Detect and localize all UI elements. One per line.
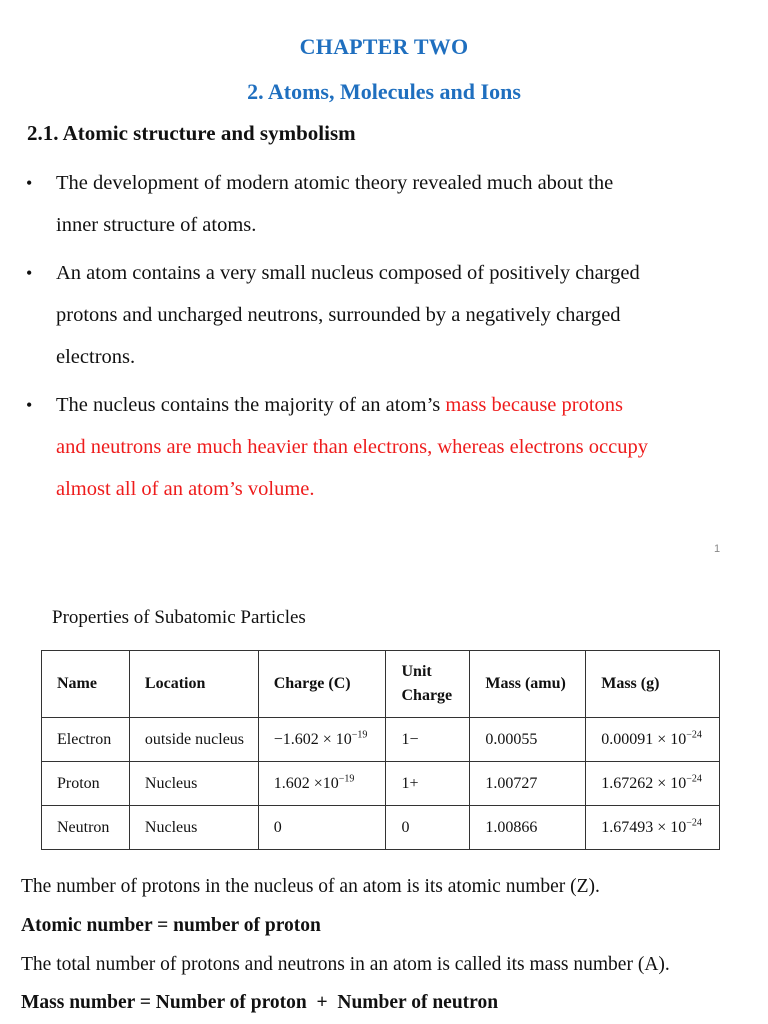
chapter-title: CHAPTER TWO [299, 34, 469, 59]
cell-charge [258, 806, 386, 850]
charge-exponent: −19 [351, 729, 368, 741]
mass-g-base: 1.67262 × 10 [601, 774, 687, 792]
table-row [42, 718, 720, 762]
page-number: 1 [714, 543, 721, 555]
cell-unit-charge: 0 [386, 806, 470, 850]
bullet-emphasis: mass because protons [445, 394, 624, 416]
bullet-item [26, 162, 746, 246]
bullet-item [26, 252, 746, 378]
header-charge: Charge (C) [258, 651, 386, 718]
table-header-row [42, 651, 720, 718]
cell-mass-g [586, 718, 720, 762]
subsection-title: 2.1. Atomic structure and symbolism [27, 121, 356, 145]
cell-charge [258, 718, 386, 762]
mass-g-base: 1.67493 × 10 [601, 818, 687, 836]
bullet-icon: • [26, 395, 33, 415]
bullet-list [26, 162, 746, 516]
cell-unit-charge: 1+ [386, 762, 470, 806]
cell-mass-amu: 0.00055 [470, 718, 586, 762]
header-name: Name [42, 651, 130, 718]
mass-number-formula: Mass number = Number of proton + Number of neutron [21, 992, 499, 1013]
header-unit-charge-line: Unit [401, 663, 432, 680]
table-row [42, 806, 720, 850]
bullet-line: electrons. [56, 346, 136, 368]
cell-unit-charge: 1− [386, 718, 470, 762]
cell-location: Nucleus [129, 762, 258, 806]
mass-g-exponent: −24 [686, 729, 702, 741]
bullet-emphasis: almost all of an atom’s volume. [56, 478, 315, 500]
mass-g-exponent: −24 [686, 773, 702, 785]
table-caption: Properties of Subatomic Particles [52, 607, 306, 628]
bullet-item [26, 384, 746, 510]
header-location: Location [129, 651, 258, 718]
charge-base: 1.602 ×10 [273, 774, 339, 792]
table-row [42, 762, 720, 806]
bullet-line: The development of modern atomic theory revealed much about the [56, 172, 614, 194]
cell-mass-amu: 1.00727 [470, 762, 586, 806]
bullet-line: inner structure of atoms. [56, 214, 257, 236]
charge-exponent: −19 [338, 773, 355, 785]
cell-charge [258, 762, 386, 806]
charge-base: −1.602 × 10 [273, 730, 352, 748]
section-title: 2. Atoms, Molecules and Ions [247, 79, 521, 104]
cell-mass-g [586, 806, 720, 850]
bullet-line: protons and uncharged neutrons, surrounded by a negatively charged [56, 304, 621, 326]
header-unit-charge-line: Charge [401, 687, 453, 704]
atomic-number-formula: Atomic number = number of proton [21, 915, 321, 936]
bullet-line: The nucleus contains the majority of an atom’s [56, 394, 446, 416]
cell-name: Proton [42, 762, 130, 806]
bullet-emphasis: and neutrons are much heavier than electrons, whereas electrons occupy [56, 436, 648, 458]
subatomic-particles-table [41, 650, 720, 850]
cell-name: Neutron [42, 806, 130, 850]
bullet-icon: • [26, 263, 33, 283]
bullet-line: An atom contains a very small nucleus composed of positively charged [56, 262, 640, 284]
atomic-number-definition: The number of protons in the nucleus of an atom is its atomic number (Z). [21, 876, 600, 897]
header-mass-amu: Mass (amu) [470, 651, 586, 718]
bullet-icon: • [26, 173, 33, 193]
cell-mass-g [586, 762, 720, 806]
header-mass-g: Mass (g) [586, 651, 720, 718]
cell-location: outside nucleus [129, 718, 258, 762]
cell-location: Nucleus [129, 806, 258, 850]
mass-g-base: 0.00091 × 10 [601, 730, 687, 748]
header-unit-charge [386, 651, 470, 718]
mass-g-exponent: −24 [686, 817, 702, 829]
cell-mass-amu: 1.00866 [470, 806, 586, 850]
mass-number-definition: The total number of protons and neutrons in an atom is called its mass number (A). [21, 954, 670, 975]
charge-base: 0 [273, 818, 282, 836]
cell-name: Electron [42, 718, 130, 762]
